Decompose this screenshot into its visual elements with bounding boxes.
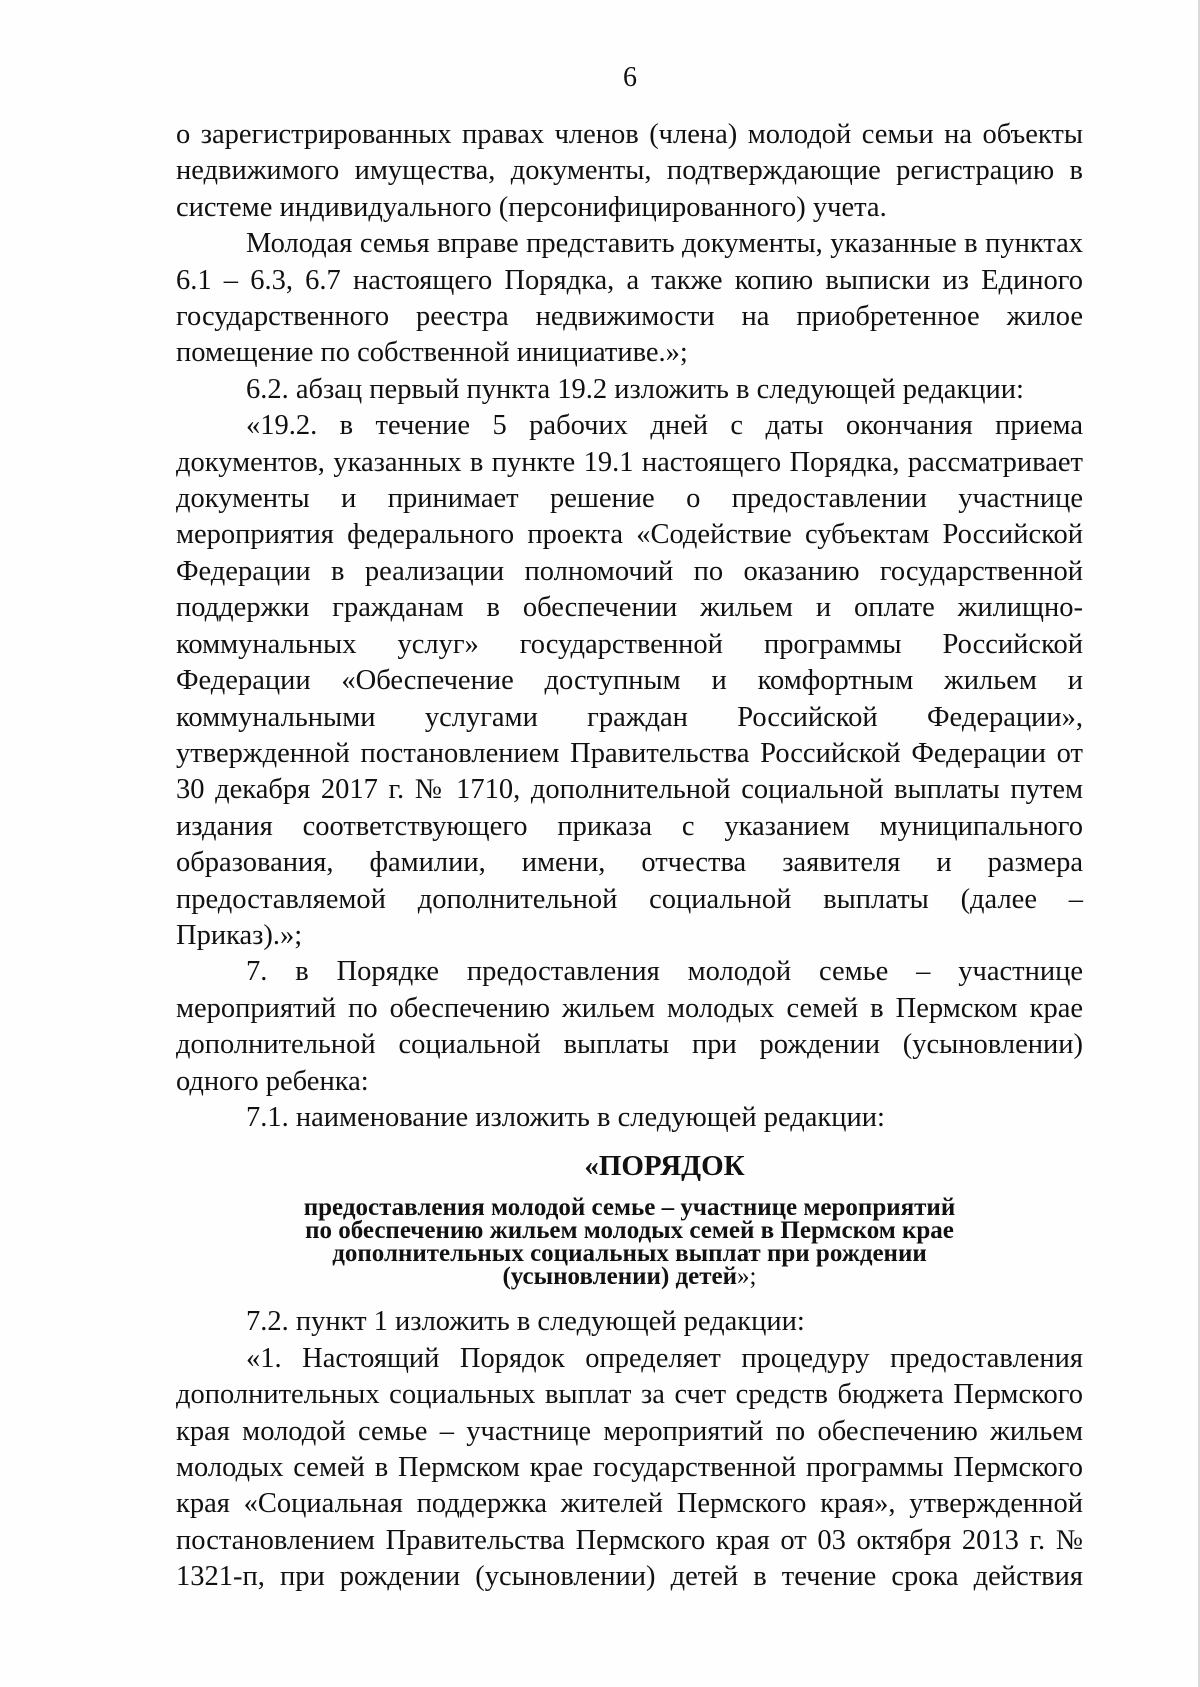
heading-subtitle-tail: »;	[737, 1263, 757, 1291]
heading-subtitle	[176, 1196, 1083, 1304]
heading-block	[176, 1148, 1083, 1304]
heading-subtitle-line-1: предоставления молодой семье – участнице мероприятий	[303, 1194, 956, 1222]
paragraph-7: 7. в Порядке предоставления молодой семье – участнице мероприятий по обеспечению жильем молодых семей в Пермском крае дополнительной социальной выплаты при рождении (усыновлении) одного ребенка:	[176, 956, 1083, 1097]
paragraph-7-2: 7.2. пункт 1 изложить в следующей редакции:	[246, 1306, 805, 1338]
heading-title: «ПОРЯДОК	[584, 1150, 745, 1183]
document-body	[176, 117, 1083, 1596]
paragraph-7-1: 7.1. наименование изложить в следующей редакции:	[246, 1101, 885, 1133]
page-number: 6	[623, 62, 637, 93]
heading-subtitle-line-4: (усыновлении) детей	[502, 1263, 738, 1291]
heading-subtitle-line-3: дополнительных социальных выплат при рождении	[332, 1240, 927, 1268]
paragraph-point-1: «1. Настоящий Порядок определяет процедуру предоставления дополнительных социальных выплат за счет средств бюджета Пермского края молодой семье – участнице мероприятий по обеспечению жильем молодых семей в Пермском крае государственной программы Пермского края «Социальная поддержка жителей Пермского края», утвержденной постановлением Правительства Пермского края от 03 октября 2013 г. № 1321-п, при рождении (усыновлении) детей в течение срока действия	[176, 1342, 1083, 1593]
paragraph-continuation: о зарегистрированных правах членов (члена) молодой семьи на объекты недвижимого имущества, документы, подтверждающие регистрацию в системе индивидуального (персонифицированного) учета.	[176, 119, 1083, 223]
paragraph-19-2: «19.2. в течение 5 рабочих дней с даты окончания приема документов, указанных в пункте 19.1 настоящего Порядка, рассматривает документы и принимает решение о предоставлении участнице мероприятия федерального проекта «Содействие субъектам Российской Федерации в реализации полномочий по оказанию государственной поддержки гражданам в обеспечении жильем и оплате жилищно-коммунальных услуг» государственной программы Российской Федерации «Обеспечение доступным и комфортным жильем и коммунальными услугами граждан Российской Федерации», утвержденной постановлением Правительства Российской Федерации от 30 декабря 2017 г. № 1710, дополнительной социальной выплаты путем издания соответствующего приказа с указанием муниципального образования, фамилии, имени, отчества заявителя и размера предоставляемой дополнительной социальной выплаты (далее – Приказ).»;	[176, 410, 1083, 951]
paragraph-6-2: 6.2. абзац первый пункта 19.2 изложить в следующей редакции:	[246, 373, 1024, 405]
heading-subtitle-line-2: по обеспечению жильем молодых семей в Пермском крае	[305, 1217, 954, 1245]
paragraph-documents: Молодая семья вправе представить документы, указанные в пунктах 6.1 – 6.3, 6.7 настоящего Порядка, а также копию выписки из Единого государственного реестра недвижимости на приобретенное жилое помещение по собственной инициативе.»;	[176, 228, 1083, 369]
